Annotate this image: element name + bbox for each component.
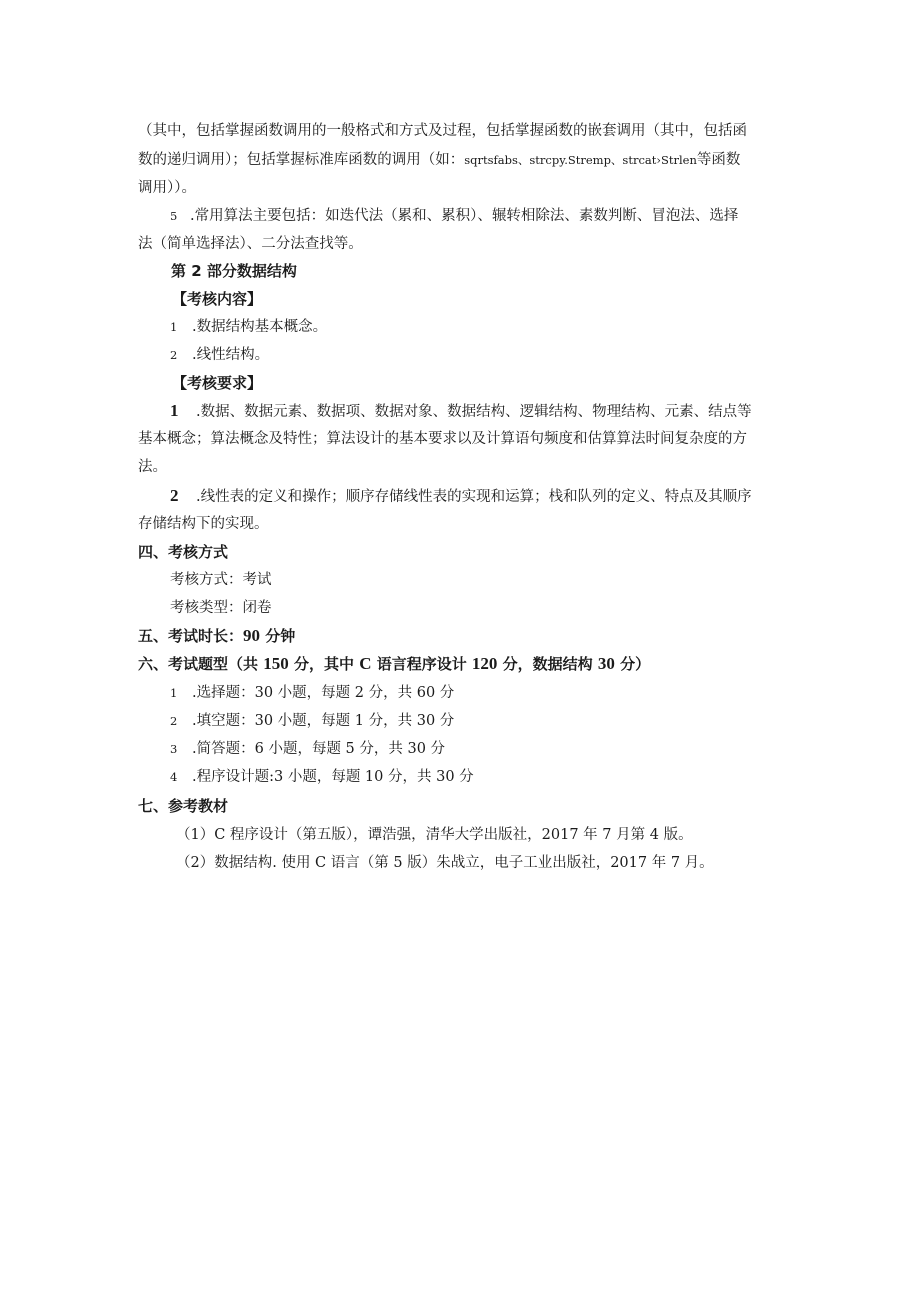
function-names: sqrtsfabs、strcpy.Stremp、strcat›Strlen xyxy=(464,153,697,167)
item-number: 4 xyxy=(170,770,178,784)
text: （1）C 程序设计（第五版），谭浩强，清华大学出版社，2017 年 7 月第 4 版。 xyxy=(176,827,693,843)
text: （2）数据结构. 使用 C 语言（第 5 版）朱战立，电子工业出版社，2017 年 7 月。 xyxy=(176,855,714,871)
heading: 分） xyxy=(614,655,651,673)
item-number: 2 xyxy=(170,348,178,362)
heading: 五、考试时长： xyxy=(138,627,244,645)
item-number: 1 xyxy=(170,686,178,700)
paragraph-line xyxy=(138,429,747,449)
text: 考核方式：考试 xyxy=(170,572,272,588)
item-text: .简答题：6 小题，每题 5 分，共 30 分 xyxy=(192,741,446,757)
item-text: .常用算法主要包括：如迭代法（累和、累积）、辗转相除法、素数判断、冒泡法、选择 xyxy=(190,208,739,224)
list-item xyxy=(170,401,752,422)
item-text: .填空题：30 小题，每题 1 分，共 30 分 xyxy=(192,713,455,729)
heading: 四、考核方式 xyxy=(138,543,229,561)
text: 考核类型：闭卷 xyxy=(170,600,272,616)
item-number: 5 xyxy=(170,209,178,223)
score-value: 120 xyxy=(471,654,498,673)
text: 数的递归调用）；包括掌握标准库函数的调用（如： xyxy=(138,152,465,168)
item-number: 2 xyxy=(170,486,179,505)
item-text: .线性表的定义和操作；顺序存储线性表的实现和运算；栈和队列的定义、特点及其顺序 xyxy=(196,489,752,505)
item-number: 1 xyxy=(170,320,178,334)
text: 基本概念；算法概念及特性；算法设计的基本要求以及计算语句频度和估算算法时间复杂度的方 xyxy=(138,431,747,447)
text: 调用））。 xyxy=(138,180,196,196)
item-text: .选择题：30 小题，每题 2 分，共 60 分 xyxy=(192,685,455,701)
list-item xyxy=(170,206,738,226)
heading: 语言程序设计 xyxy=(371,655,472,673)
heading: 【考核内容】 xyxy=(172,290,263,308)
paragraph-line xyxy=(138,150,740,170)
text: 法（简单选择法）、二分法查找等。 xyxy=(138,236,363,252)
list-item xyxy=(170,345,269,365)
list-item xyxy=(170,317,327,337)
item-text: .数据结构基本概念。 xyxy=(192,319,328,335)
subheading xyxy=(172,288,262,310)
score-value: 150 xyxy=(263,654,289,673)
item-number: 3 xyxy=(170,742,178,756)
section-title xyxy=(138,653,650,675)
item-number: 2 xyxy=(170,714,178,728)
item-number: 1 xyxy=(170,401,179,420)
heading: 分，数据结构 xyxy=(497,655,598,673)
language-name: C xyxy=(359,654,372,673)
item-text: .数据、数据元素、数据项、数据对象、数据结构、逻辑结构、物理结构、元素、结点等 xyxy=(196,404,752,420)
text: 法。 xyxy=(138,459,167,475)
heading: 六、考试题型（共 xyxy=(138,655,264,673)
item-text: .线性结构。 xyxy=(192,347,270,363)
part-title xyxy=(171,260,297,282)
text: （其中，包括掌握函数调用的一般格式和方式及过程，包括掌握函数的嵌套调用（其中，包括函 xyxy=(138,123,747,139)
paragraph-line xyxy=(138,121,747,141)
paragraph-line xyxy=(138,457,167,477)
paragraph-line xyxy=(170,598,272,618)
heading: 分，其中 xyxy=(288,655,360,673)
text: 存储结构下的实现。 xyxy=(138,516,269,532)
score-value: 30 xyxy=(597,654,615,673)
duration-value: 90 xyxy=(243,626,261,645)
section-title xyxy=(138,625,295,647)
heading: 第 2 部分数据结构 xyxy=(171,262,297,280)
section-title xyxy=(138,795,228,817)
paragraph-line xyxy=(138,514,269,534)
reference-item xyxy=(176,853,714,873)
list-item xyxy=(170,683,454,703)
reference-item xyxy=(176,825,693,845)
list-item xyxy=(170,739,445,759)
heading: 七、参考教材 xyxy=(138,797,229,815)
item-text: .程序设计题:3 小题，每题 10 分，共 30 分 xyxy=(192,769,474,785)
paragraph-line xyxy=(138,178,196,198)
heading: 【考核要求】 xyxy=(172,374,263,392)
list-item xyxy=(170,711,454,731)
subheading xyxy=(172,372,262,394)
text: 等函数 xyxy=(696,152,741,168)
list-item xyxy=(170,486,752,507)
section-title xyxy=(138,541,228,563)
heading: 分钟 xyxy=(260,627,296,645)
paragraph-line xyxy=(138,234,363,254)
list-item xyxy=(170,767,474,787)
paragraph-line xyxy=(170,570,272,590)
